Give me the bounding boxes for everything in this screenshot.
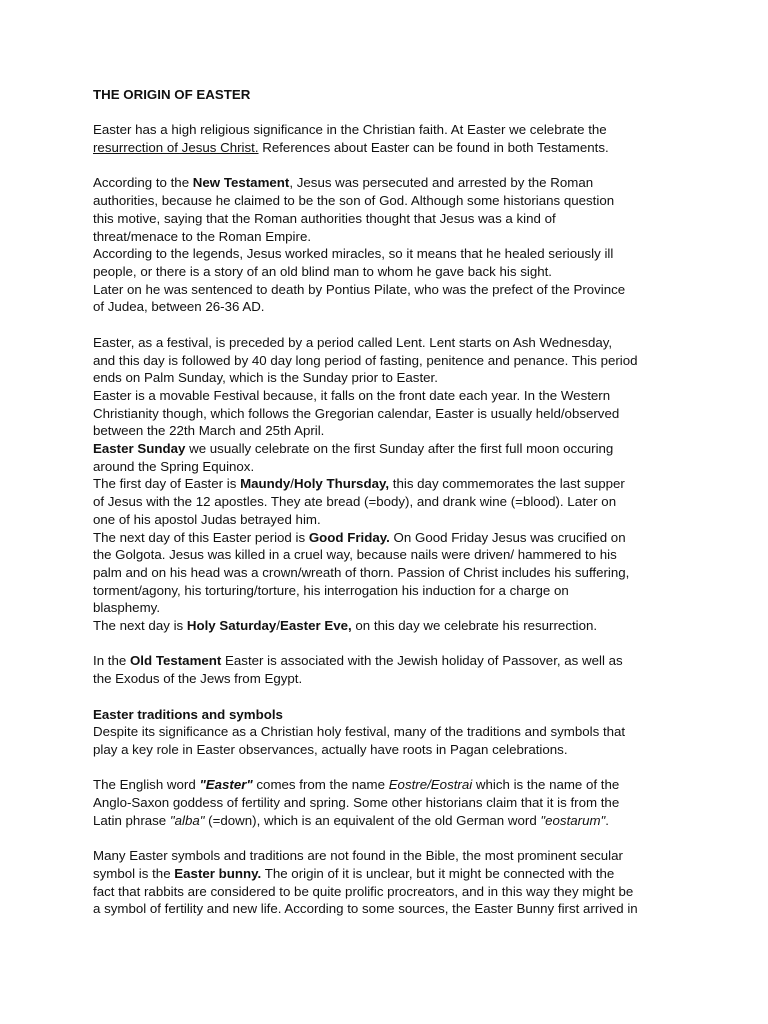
text-span: The next day is xyxy=(93,618,187,634)
text-span: / xyxy=(276,618,280,634)
paragraph-gap xyxy=(93,157,668,175)
bold-term: Old Testament xyxy=(129,653,222,669)
italic-term: Eostre/Eostrai xyxy=(388,777,473,793)
section-heading: Easter traditions and symbols xyxy=(93,706,283,722)
paragraph-intro xyxy=(93,121,668,156)
text-line: According to the legends, Jesus worked miracles, so it means that he healed seriously ill xyxy=(93,246,614,262)
text-line: of Judea, between 26-36 AD. xyxy=(93,299,265,315)
text-line: a symbol of fertility and new life. According to some sources, the Easter Bunny first arrived in xyxy=(93,901,638,917)
text-line: and this day is followed by 40 day long period of fasting, penitence and penance. This period xyxy=(93,352,638,368)
text-line xyxy=(93,440,668,458)
paragraph-gap xyxy=(93,316,668,334)
text-span: (=down), which is an equivalent of the old German word xyxy=(204,812,541,828)
text-span: comes from the name xyxy=(252,777,389,793)
italic-term: "alba" xyxy=(169,812,205,828)
paragraph-easter-bunny xyxy=(93,847,668,918)
text-line xyxy=(93,865,668,883)
bold-term: Maundy xyxy=(240,476,291,492)
text-line: blasphemy. xyxy=(93,600,161,616)
text-span: References about Easter can be found in both Testaments. xyxy=(258,140,609,156)
text-span: Easter is associated with the Jewish holiday of Passover, as well as xyxy=(221,653,623,669)
text-line: Christianity though, which follows the Gregorian calendar, Easter is usually held/observed xyxy=(93,405,620,421)
text-span: , Jesus was persecuted and arrested by the Roman xyxy=(289,175,594,191)
paragraph-gap xyxy=(93,688,668,706)
text-span: which is the name of the xyxy=(472,777,620,793)
text-span: we usually celebrate on the first Sunday after the first full moon occuring xyxy=(185,441,614,457)
text-line: Later on he was sentenced to death by Pontius Pilate, who was the prefect of the Province xyxy=(93,281,626,297)
paragraph-traditions xyxy=(93,706,668,759)
text-span: symbol is the xyxy=(93,865,175,881)
text-line: Anglo-Saxon goddess of fertility and spring. Some other historians claim that it is from the xyxy=(93,795,620,811)
text-span: . xyxy=(605,812,609,828)
text-line xyxy=(93,652,668,670)
bold-term: Easter Eve, xyxy=(280,618,352,634)
paragraph-new-testament xyxy=(93,174,668,316)
text-span: The first day of Easter is xyxy=(93,476,241,492)
text-line: Easter, as a festival, is preceded by a period called Lent. Lent starts on Ash Wednesday, xyxy=(93,334,613,350)
text-line: play a key role in Easter observances, actually have roots in Pagan celebrations. xyxy=(93,741,568,757)
text-line: fact that rabbits are considered to be quite prolific procreators, and in this way they might be xyxy=(93,883,634,899)
text-line: ends on Palm Sunday, which is the Sunday prior to Easter. xyxy=(93,370,438,386)
text-line: one of his apostol Judas betrayed him. xyxy=(93,511,321,527)
text-line: threat/menace to the Roman Empire. xyxy=(93,228,312,244)
text-line: around the Spring Equinox. xyxy=(93,458,255,474)
text-span: / xyxy=(290,476,294,492)
text-line xyxy=(93,776,668,794)
paragraph-old-testament xyxy=(93,652,668,687)
bold-term: Holy Thursday, xyxy=(294,476,390,492)
paragraph-gap xyxy=(93,759,668,777)
document-title: THE ORIGIN OF EASTER xyxy=(93,87,251,102)
text-span: on this day we celebrate his resurrection. xyxy=(351,618,598,634)
text-line xyxy=(93,139,668,157)
text-line: people, or there is a story of an old blind man to whom he gave back his sight. xyxy=(93,264,553,279)
text-span: this day commemorates the last supper xyxy=(389,476,625,492)
paragraph-gap xyxy=(93,829,668,847)
text-line: the Exodus of the Jews from Egypt. xyxy=(93,671,303,687)
text-line xyxy=(93,529,668,547)
text-line: Many Easter symbols and traditions are not found in the Bible, the most prominent secular xyxy=(93,848,623,864)
bold-italic-term: "Easter" xyxy=(199,777,253,793)
text-line: between the 22th March and 25th April. xyxy=(93,423,325,439)
italic-term: "eostarum" xyxy=(540,812,606,828)
text-span: The English word xyxy=(93,777,200,793)
document-body xyxy=(93,86,668,918)
text-span: In the xyxy=(93,653,130,669)
text-line xyxy=(93,174,668,192)
text-line: torment/agony, his torturing/torture, his interrogation his induction for a charge on xyxy=(93,582,569,598)
text-span: According to the xyxy=(93,175,193,191)
text-line: of Jesus with the 12 apostles. They ate bread (=body), and drank wine (=blood). Later on xyxy=(93,494,617,510)
bold-term: Holy Saturday xyxy=(186,618,277,634)
resurrection-link[interactable]: resurrection of Jesus Christ. xyxy=(93,140,259,156)
bold-term: New Testament xyxy=(192,175,290,191)
text-span: The next day of this Easter period is xyxy=(93,529,309,545)
text-line xyxy=(93,812,668,830)
text-span: Latin phrase xyxy=(93,812,170,828)
paragraph-gap xyxy=(93,635,668,653)
text-line xyxy=(93,475,668,493)
text-line: palm and on his head was a crown/wreath of thorn. Passion of Christ includes his suffering, xyxy=(93,564,630,580)
text-line: Easter is a movable Festival because, it falls on the front date each year. In the Western xyxy=(93,387,611,403)
bold-term: Easter bunny. xyxy=(174,865,262,881)
text-line: authorities, because he claimed to be the son of God. Although some historians question xyxy=(93,193,615,209)
text-span: The origin of it is unclear, but it might be connected with the xyxy=(261,865,615,881)
text-line: this motive, saying that the Roman authorities thought that Jesus was a kind of xyxy=(93,210,556,226)
text-line: Despite its significance as a Christian holy festival, many of the traditions and symbols that xyxy=(93,724,626,740)
bold-term: Good Friday. xyxy=(308,529,390,545)
text-span: On Good Friday Jesus was crucified on xyxy=(389,529,626,545)
paragraph-word-origin xyxy=(93,776,668,829)
text-line xyxy=(93,617,668,635)
text-line: the Golgota. Jesus was killed in a cruel way, because nails were driven/ hammered to his xyxy=(93,547,617,563)
text-line: Easter has a high religious significance in the Christian faith. At Easter we celebrate the xyxy=(93,122,607,138)
bold-term: Easter Sunday xyxy=(93,441,186,457)
paragraph-festival xyxy=(93,334,668,635)
